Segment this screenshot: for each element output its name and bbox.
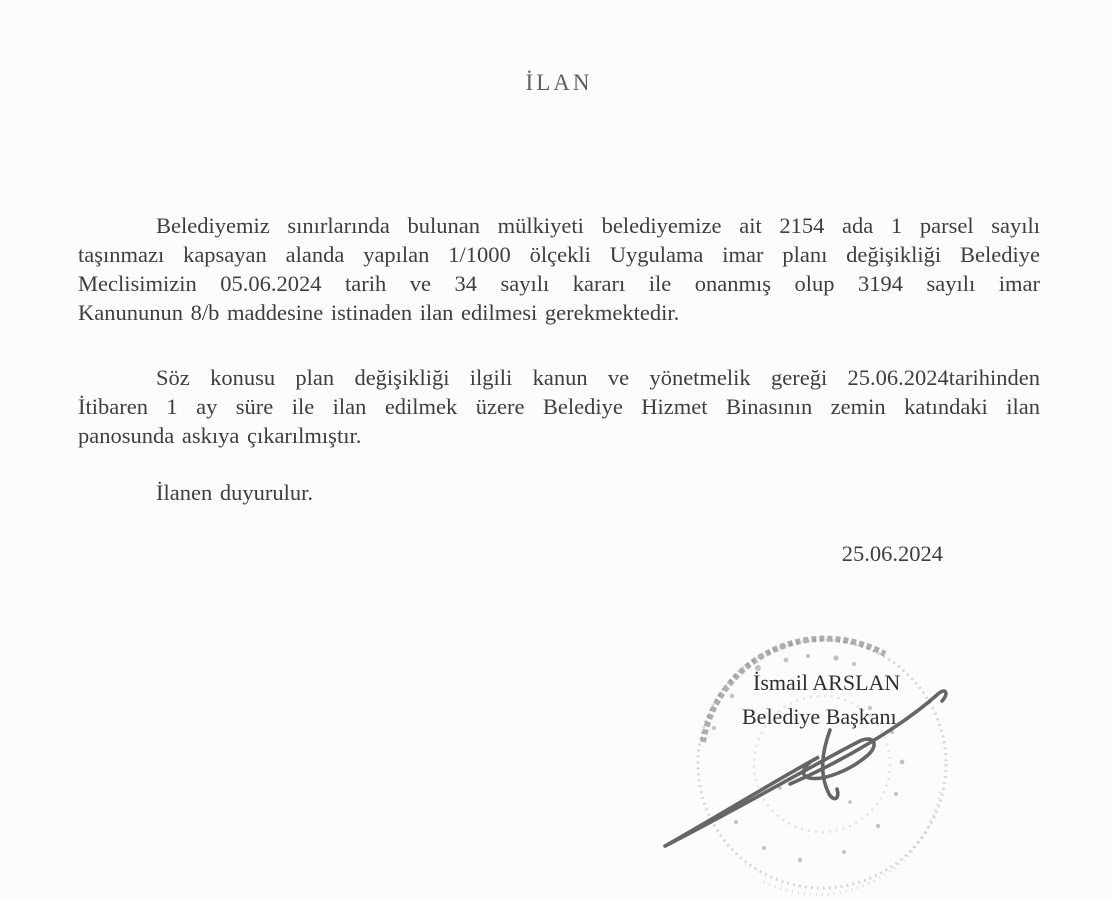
stamp-and-signature-graphic [640, 612, 1010, 900]
announcement-date: 25.06.2024 [841, 541, 943, 566]
document-body [78, 211, 1040, 568]
closing-line: İlanen duyurulur. [156, 480, 313, 505]
body-line: Belediyemiz sınırlarında bulunan mülkiyeti belediyemize ait 2154 ada 1 parsel sayılı [156, 213, 1040, 238]
signature-block [640, 612, 1010, 900]
body-line: Söz konusu plan değişikliği ilgili kanun ve yönetmelik gereği 25.06.2024tarihinden [156, 365, 1040, 390]
paragraph-3 [78, 478, 1040, 507]
signatory-name: İsmail ARSLAN [753, 670, 901, 695]
body-line: panosunda askıya çıkarılmıştır. [78, 423, 362, 448]
body-line: taşınmazı kapsayan alanda yapılan 1/1000 ölçekli Uygulama imar planı değişikliği Belediye [78, 242, 1040, 267]
paragraph-2 [78, 363, 1040, 450]
body-line: İtibaren 1 ay süre ile ilan edilmek üzere Belediye Hizmet Binasının zemin katındaki ilan [78, 394, 1040, 419]
page-title: İLAN [525, 70, 593, 95]
paragraph-1 [78, 211, 1040, 327]
body-line: Meclisimizin 05.06.2024 tarih ve 34 sayılı kararı ile onanmış olup 3194 sayılı imar [78, 271, 1040, 296]
signatory-title: Belediye Başkanı [742, 704, 897, 729]
body-line: Kanununun 8/b maddesine istinaden ilan edilmesi gerekmektedir. [78, 300, 680, 325]
